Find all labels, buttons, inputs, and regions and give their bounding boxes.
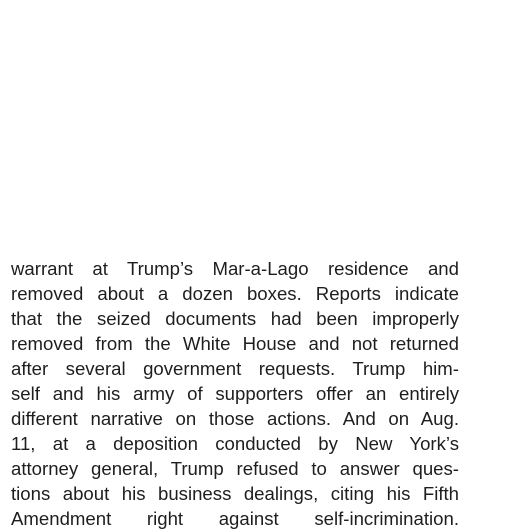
article-line-6: self and his army of supporters offer an entirely <box>11 383 459 404</box>
article-line-9: attorney general, Trump refused to answer ques- <box>11 458 459 479</box>
article-line-7: different narrative on those actions. And on Aug. <box>11 408 459 429</box>
article-line-4: removed from the White House and not returned <box>11 333 459 354</box>
article-line-2: removed about a dozen boxes. Reports indicate <box>11 283 459 304</box>
article-body <box>11 256 459 531</box>
article-line-3: that the seized documents had been improperly <box>11 308 459 329</box>
article-line-11: Amendment right against self-incrimination. <box>11 508 459 529</box>
article-line-1: warrant at Trump’s Mar-a-Lago residence and <box>11 258 459 279</box>
article-line-10: tions about his business dealings, citing his Fifth <box>11 483 459 504</box>
article-line-5: after several government requests. Trump him- <box>11 358 459 379</box>
article-line-8: 11, at a deposition conducted by New York’s <box>11 433 459 454</box>
